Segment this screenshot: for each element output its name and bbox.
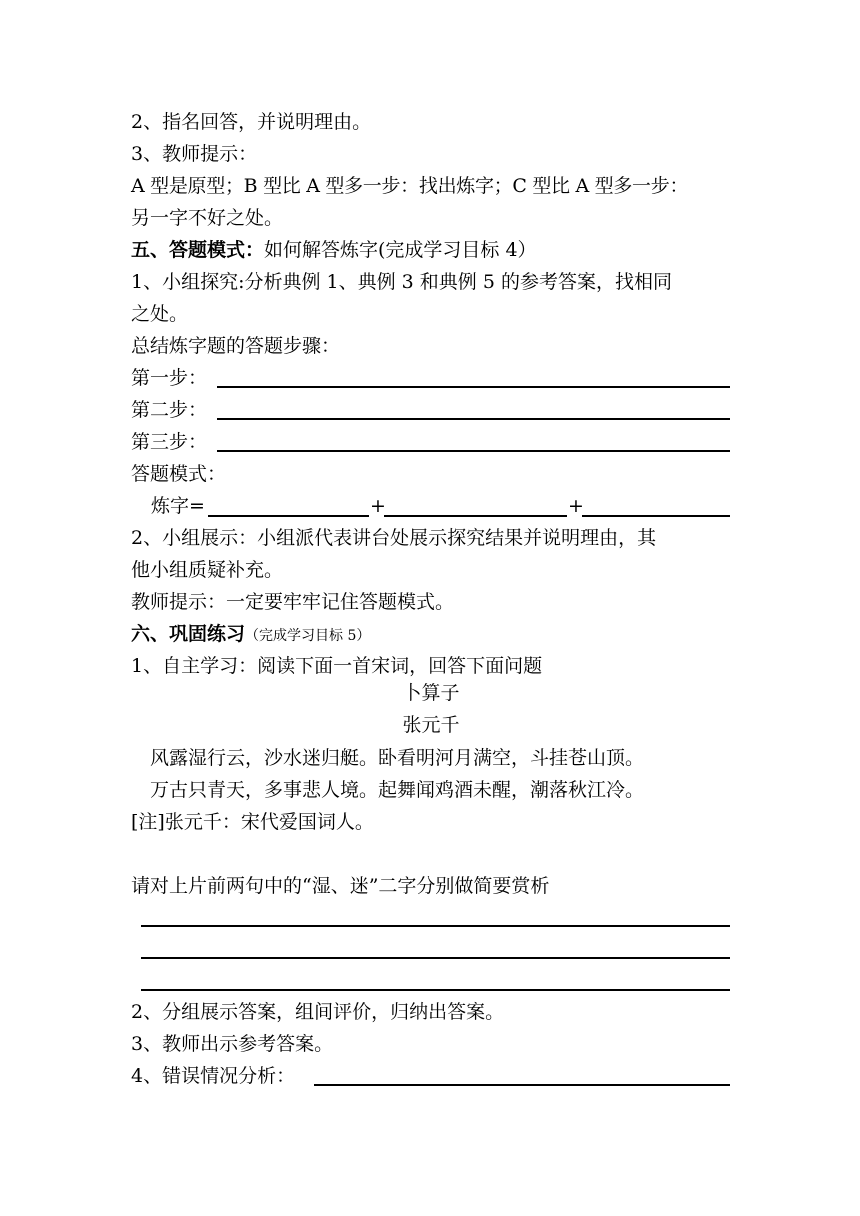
text-line: 他小组质疑补充。 [131,559,284,581]
answer-blank-3[interactable] [141,989,730,991]
step-2-line [131,395,731,425]
note-line: [注]张元千：宋代爱国词人。 [131,811,374,833]
text-line: A 型是原型；B 型比 A 型多一步：找出炼字；C 型比 A 型多一步： [131,175,689,197]
poem-line: 风露湿行云，沙水迷归艇。卧看明河月满空，斗挂苍山顶。 [150,747,645,769]
step-1-line [131,363,731,393]
poem-author: 张元千 [402,714,460,736]
error-analysis-label: 4、错误情况分析： [131,1065,296,1087]
step-3-line [131,427,731,457]
section-heading-5 [131,235,731,265]
step-3-blank[interactable] [217,450,730,452]
step-2-blank[interactable] [217,418,730,420]
answer-blank-2[interactable] [141,957,730,959]
section-heading-6-label: 六、巩固练习 [131,623,246,645]
plus-sign-1: + [370,495,386,517]
text-line: 2、分组展示答案，组间评价，归纳出答案。 [131,1001,505,1023]
text-line: 2、小组展示：小组派代表讲台处展示探究结果并说明理由，其 [131,527,657,549]
text-line: 答题模式： [131,463,227,485]
section-heading-5-text: 如何解答炼字(完成学习目标 4） [264,239,537,261]
step-1-label: 第一步： [131,367,208,389]
text-line: 之处。 [131,303,189,325]
formula-blank-1[interactable] [208,515,369,517]
text-line: 1、小组探究:分析典例 1、典例 3 和典例 5 的参考答案，找相同 [131,271,672,293]
error-analysis-line [131,1061,731,1091]
text-line: 1、自主学习：阅读下面一首宋词，回答下面问题 [131,655,543,677]
text-line: 总结炼字题的答题步骤： [131,335,341,357]
formula-label: 炼字= [151,495,205,517]
section-heading-6 [131,619,731,649]
formula-blank-3[interactable] [582,515,730,517]
question-line: 请对上片前两句中的“湿、迷”二字分别做简要赏析 [131,875,550,897]
poem-line: 万古只青天，多事悲人境。起舞闻鸡酒未醒，潮落秋江冷。 [150,779,645,801]
step-3-label: 第三步： [131,431,208,453]
formula-blank-2[interactable] [384,515,567,517]
text-line: 3、教师出示参考答案。 [131,1033,334,1055]
plus-sign-2: + [568,495,584,517]
step-1-blank[interactable] [217,386,730,388]
text-line: 3、教师提示： [131,143,258,165]
poem-title: 卜算子 [402,682,460,704]
text-line: 教师提示：一定要牢牢记住答题模式。 [131,591,455,613]
section-heading-6-text: （完成学习目标 5） [245,628,371,644]
section-heading-5-label: 五、答题模式： [131,239,265,261]
text-line: 2、指名回答，并说明理由。 [131,111,372,133]
answer-blank-1[interactable] [141,925,730,927]
step-2-label: 第二步： [131,399,208,421]
error-analysis-blank[interactable] [314,1084,730,1086]
text-line: 另一字不好之处。 [131,207,284,229]
